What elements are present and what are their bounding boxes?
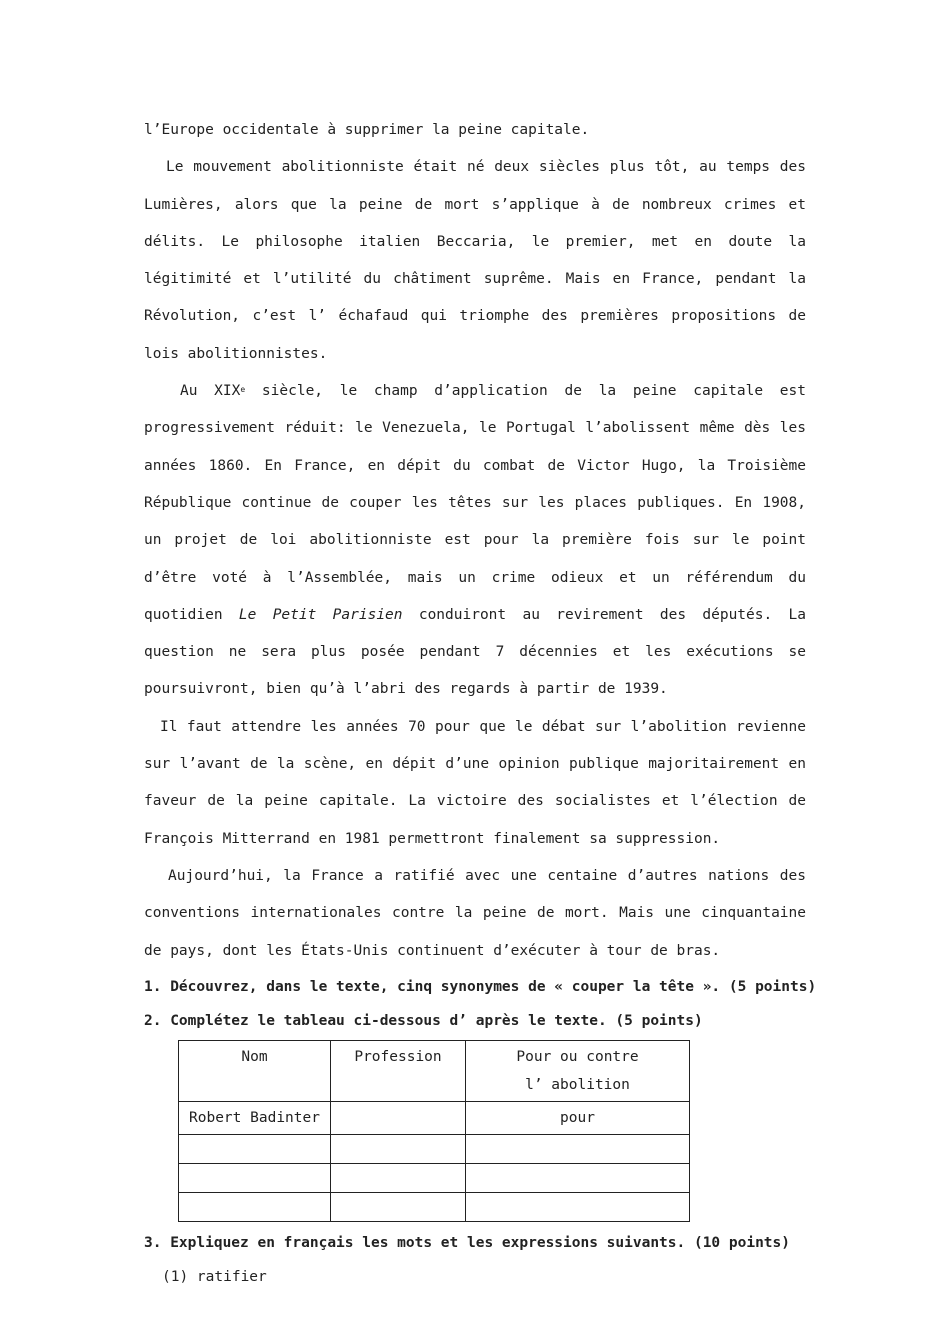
table-cell: pour: [466, 1101, 690, 1134]
table-cell[interactable]: [466, 1134, 690, 1163]
paragraph-2: Au XIXe siècle, le champ d’application de la peine capitale est progressivement réduit: le Venezuela, le Portugal l’abolissent même dès les années 1860. En France, en dépit du combat de Victor Hugo, la Troisième République continue de couper les têtes sur les places publiques. En 1908, un projet de loi abolitionniste est pour la première fois sur le point d’être voté à l’Assemblée, mais un crime odieux et un référendum du quotidien Le Petit Parisien conduiront au revirement des députés. La question ne sera plus posée pendant 7 décennies et les exécutions se poursuivront, bien qu’à l’abri des regards à partir de 1939.: [144, 383, 807, 698]
table-cell[interactable]: [331, 1192, 466, 1221]
paragraph-0: l’Europe occidentale à supprimer la peine capitale.: [144, 122, 590, 138]
table-cell[interactable]: [331, 1101, 466, 1134]
table-row: [179, 1101, 690, 1134]
table-cell: Robert Badinter: [179, 1101, 331, 1134]
table-header-row: [179, 1040, 690, 1101]
header-pour-contre: Pour ou contre l’ abolition: [466, 1040, 690, 1101]
table-cell[interactable]: [179, 1192, 331, 1221]
document-page: [144, 112, 817, 1294]
question-2: 2. Complétez le tableau ci-dessous d’ après le texte. (5 points): [144, 1012, 703, 1029]
table-cell[interactable]: [331, 1163, 466, 1192]
paragraph-1: Le mouvement abolitionniste était né deux siècles plus tôt, au temps des Lumières, alors que la peine de mort s’applique à de nombreux crimes et délits. Le philosophe italien Beccaria, le premier, met en doute la légitimité et l’utilité du châtiment suprême. Mais en France, pendant la Révolution, c’est l’ échafaud qui triomphe des premières propositions de lois abolitionnistes.: [144, 159, 806, 362]
paragraph-3: Il faut attendre les années 70 pour que le débat sur l’abolition revienne sur l’avant de la scène, en dépit d’une opinion publique majoritairement en faveur de la peine capitale. La victoire des socialistes et l’élection de François Mitterrand en 1981 permettront finalement sa suppression.: [144, 718, 806, 847]
table-cell[interactable]: [331, 1134, 466, 1163]
table-cell[interactable]: [179, 1163, 331, 1192]
paragraph-4: Aujourd’hui, la France a ratifié avec une centaine d’autres nations des conventions internationales contre la peine de mort. Mais une cinquantaine de pays, dont les États-Unis continuent d’exécuter à tour de bras.: [144, 867, 806, 959]
table-cell[interactable]: [466, 1163, 690, 1192]
question-1: 1. Découvrez, dans le texte, cinq synonymes de « couper la tête ». (5 points): [144, 978, 817, 995]
question-3-item-1: (1) ratifier: [162, 1268, 267, 1285]
table-row: [179, 1163, 690, 1192]
answer-table: [178, 1040, 690, 1222]
table-row: [179, 1192, 690, 1221]
question-3: 3. Expliquez en français les mots et les expressions suivants. (10 points): [144, 1234, 791, 1251]
header-profession: Profession: [331, 1040, 466, 1101]
table-cell[interactable]: [179, 1134, 331, 1163]
header-nom: Nom: [179, 1040, 331, 1101]
table-cell[interactable]: [466, 1192, 690, 1221]
table-row: [179, 1134, 690, 1163]
